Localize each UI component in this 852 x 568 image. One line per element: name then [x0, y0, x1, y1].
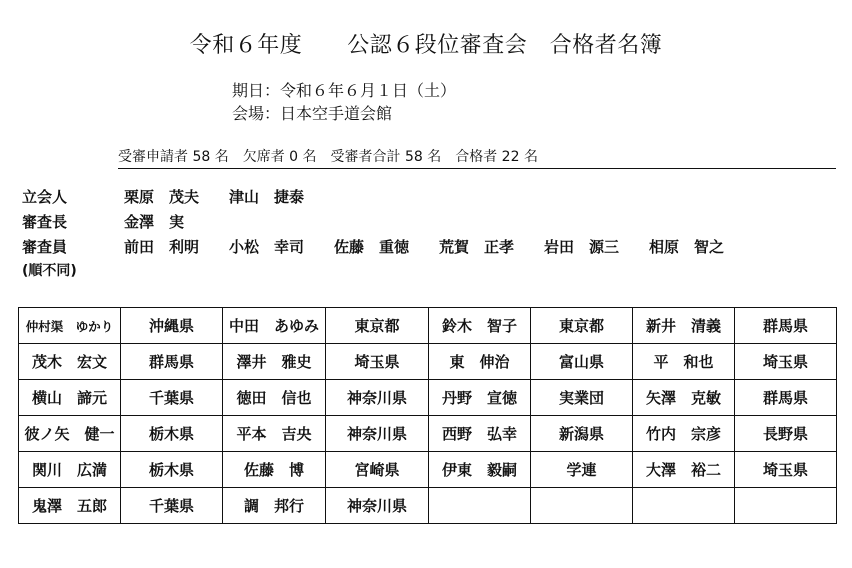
passer-prefecture-cell: 神奈川県 [326, 380, 429, 416]
exam-date: 期日：令和６年６月１日（土） [232, 81, 457, 100]
passer-name-cell: 伊東 毅嗣 [429, 452, 531, 488]
passer-prefecture-cell: 千葉県 [121, 380, 223, 416]
passer-name-cell: 平 和也 [633, 344, 735, 380]
empty-cell [633, 488, 735, 524]
staff-role: 審査員 [22, 238, 68, 256]
passer-prefecture-cell: 埼玉県 [735, 452, 837, 488]
passer-name-cell: 佐藤 博 [223, 452, 326, 488]
table-row [19, 344, 837, 380]
passer-prefecture-cell: 群馬県 [735, 380, 837, 416]
passer-name-cell: 横山 諦元 [19, 380, 121, 416]
passer-name-cell: 大澤 裕二 [633, 452, 735, 488]
attendance-summary: 受審申請者 58 名 欠席者 0 名 受審者合計 58 名 合格者 22 名 [118, 146, 836, 169]
staff-names: 前田 利明 小松 幸司 佐藤 重徳 荒賀 正孝 岩田 源三 相原 智之 [124, 238, 725, 256]
passer-prefecture-cell: 実業団 [531, 380, 633, 416]
passer-name-cell: 関川 広満 [19, 452, 121, 488]
passer-prefecture-cell: 東京都 [326, 308, 429, 344]
passer-prefecture-cell: 千葉県 [121, 488, 223, 524]
passer-name-cell: 徳田 信也 [223, 380, 326, 416]
table-row [19, 488, 837, 524]
passer-name-cell: 中田 あゆみ [223, 308, 326, 344]
table-row [19, 308, 837, 344]
passer-prefecture-cell: 栃木県 [121, 416, 223, 452]
exam-venue: 会場：日本空手道会館 [232, 104, 393, 123]
passer-prefecture-cell: 群馬県 [735, 308, 837, 344]
table-row [19, 380, 837, 416]
passer-name-cell: 西野 弘幸 [429, 416, 531, 452]
passer-name-cell: 東 伸治 [429, 344, 531, 380]
empty-cell [735, 488, 837, 524]
passer-prefecture-cell: 神奈川県 [326, 488, 429, 524]
staff-names: 金澤 実 [124, 213, 185, 231]
passer-prefecture-cell: 新潟県 [531, 416, 633, 452]
passer-name-cell: 新井 清義 [633, 308, 735, 344]
passer-name-cell: 平本 吉央 [223, 416, 326, 452]
table-row [19, 416, 837, 452]
passer-name-cell: 彼ノ矢 健一 [19, 416, 121, 452]
passer-name-cell: 竹内 宗彦 [633, 416, 735, 452]
passer-prefecture-cell: 富山県 [531, 344, 633, 380]
passer-name-cell: 澤井 雅史 [223, 344, 326, 380]
passer-prefecture-cell: 宮崎県 [326, 452, 429, 488]
passer-name-cell: 鬼澤 五郎 [19, 488, 121, 524]
passer-name-cell: 茂木 宏文 [19, 344, 121, 380]
staff-role: 立会人 [22, 188, 68, 206]
page-title: 令和６年度 公認６段位審査会 合格者名簿 [189, 33, 663, 58]
passer-name-cell: 鈴木 智子 [429, 308, 531, 344]
empty-cell [531, 488, 633, 524]
passer-name-cell: 調 邦行 [223, 488, 326, 524]
passer-prefecture-cell: 神奈川県 [326, 416, 429, 452]
passer-prefecture-cell: 東京都 [531, 308, 633, 344]
passer-prefecture-cell: 埼玉県 [735, 344, 837, 380]
table-row [19, 452, 837, 488]
staff-names: 栗原 茂夫 津山 捷泰 [124, 188, 305, 206]
passer-name-cell: 仲村渠 ゆかり [19, 308, 121, 344]
passer-name-cell: 丹野 宣徳 [429, 380, 531, 416]
order-note: (順不同) [22, 263, 77, 279]
passer-prefecture-cell: 沖縄県 [121, 308, 223, 344]
passer-prefecture-cell: 栃木県 [121, 452, 223, 488]
passers-table [18, 307, 837, 524]
passer-prefecture-cell: 群馬県 [121, 344, 223, 380]
passer-name-cell: 矢澤 克敏 [633, 380, 735, 416]
passer-prefecture-cell: 埼玉県 [326, 344, 429, 380]
passer-prefecture-cell: 学連 [531, 452, 633, 488]
staff-role: 審査長 [22, 213, 68, 231]
passer-prefecture-cell: 長野県 [735, 416, 837, 452]
empty-cell [429, 488, 531, 524]
